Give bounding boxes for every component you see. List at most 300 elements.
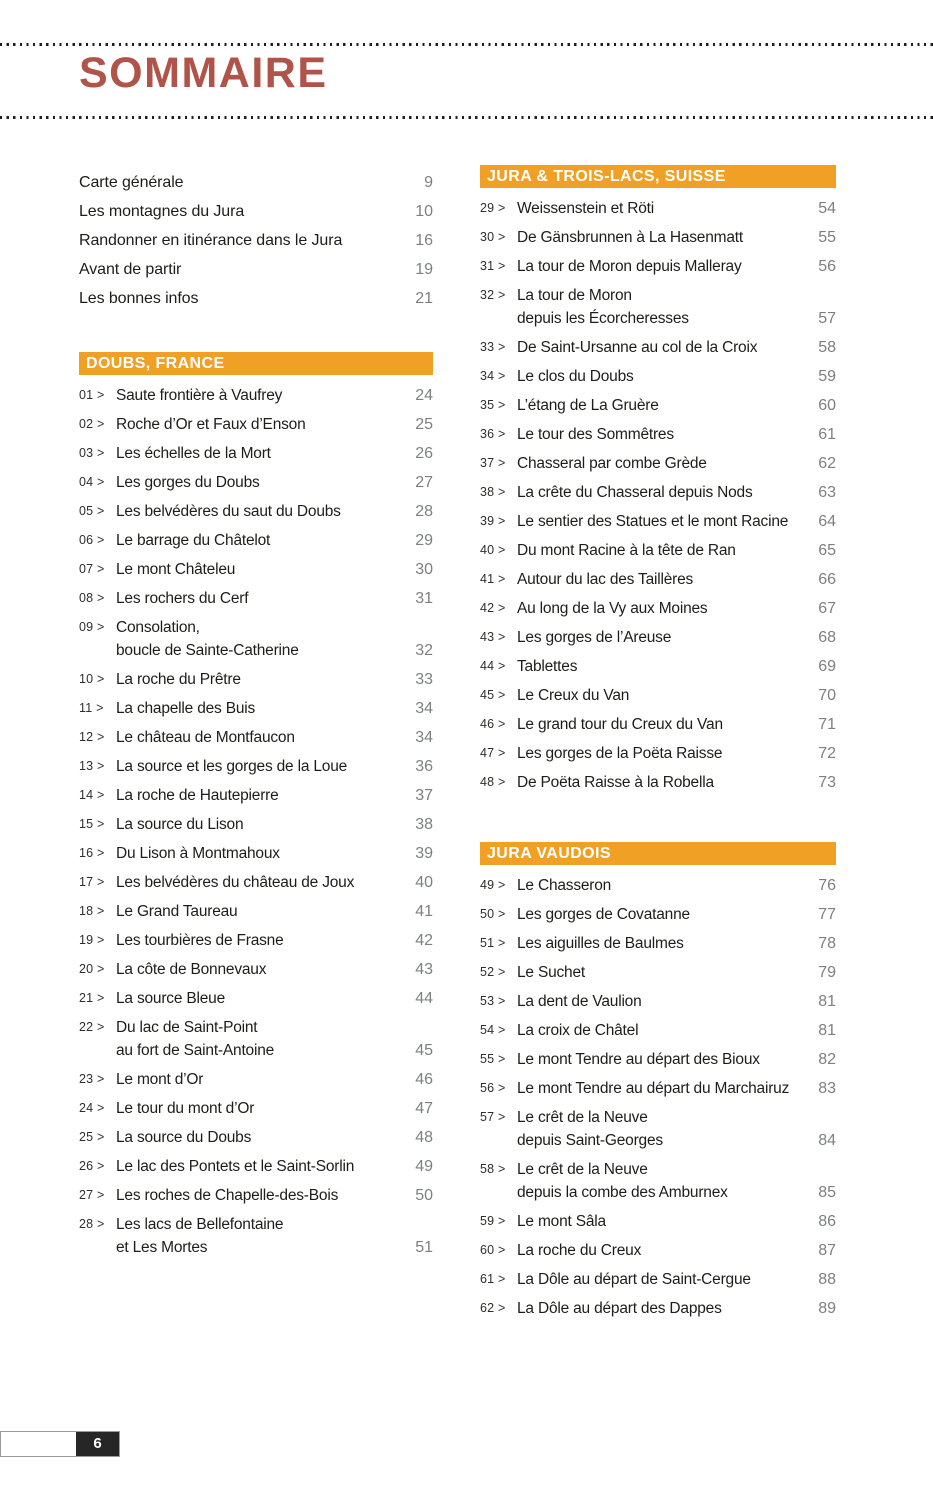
toc-item-label-line1: Les tourbières de Frasne (116, 932, 284, 949)
toc-item-number (480, 423, 517, 446)
toc-item (79, 442, 433, 465)
toc-item-label-line2: boucle de Sainte-Catherine (116, 642, 299, 659)
toc-item-page: 85 (818, 1184, 836, 1201)
toc-item-page: 50 (415, 1187, 433, 1204)
toc-item-page: 72 (818, 745, 836, 762)
page-number: 6 (93, 1435, 102, 1452)
toc-item-label-line1: La côte de Bonnevaux (116, 961, 267, 978)
toc-item-label (116, 958, 403, 981)
toc-item (480, 394, 836, 417)
toc-item-label (517, 990, 806, 1013)
toc-item-label-line1: Les gorges de l’Areuse (517, 629, 672, 646)
toc-item-number (79, 668, 116, 691)
toc-item (480, 961, 836, 984)
toc-item-label (517, 1077, 806, 1100)
toc-item-number (480, 932, 517, 955)
toc-item-page: 81 (818, 993, 836, 1010)
item-separator: > (498, 1052, 506, 1066)
toc-item-label-line1: Autour du lac des Taillères (517, 571, 694, 588)
toc-item-number-value: 29 (480, 201, 495, 215)
toc-item-label-line1: Les gorges de Covatanne (517, 906, 690, 923)
item-separator: > (97, 846, 105, 860)
toc-item-page: 41 (415, 903, 433, 920)
toc-item (79, 900, 433, 923)
toc-item-number-value: 37 (480, 456, 495, 470)
toc-item-number (79, 529, 116, 552)
toc-item-page: 32 (415, 642, 433, 659)
toc-item (480, 1077, 836, 1100)
toc-item (79, 1126, 433, 1149)
item-separator: > (498, 717, 506, 731)
toc-item-number-value: 61 (480, 1272, 495, 1286)
toc-item-page: 82 (818, 1051, 836, 1068)
toc-item-number (79, 1184, 116, 1207)
toc-item-label-line: Randonner en itinérance dans le Jura (79, 232, 343, 249)
toc-item (480, 510, 836, 533)
toc-item-label-line: Carte générale (79, 174, 184, 191)
toc-item-number-value: 45 (480, 688, 495, 702)
toc-item-number-value: 21 (79, 991, 94, 1005)
toc-item-label (517, 394, 806, 417)
toc-item (79, 413, 433, 436)
toc-item-label-line1: De Saint-Ursanne au col de la Croix (517, 339, 758, 356)
toc-item (79, 1016, 433, 1062)
toc-item-label (116, 755, 403, 778)
toc-item-label-line1: Du Lison à Montmahoux (116, 845, 280, 862)
toc-item-page: 33 (415, 671, 433, 688)
section-header: JURA & TROIS-LACS, SUISSE (480, 165, 836, 188)
item-separator: > (498, 688, 506, 702)
toc-item (480, 713, 836, 736)
toc-item-number-value: 27 (79, 1188, 94, 1202)
toc-item (480, 481, 836, 504)
toc-item-number-value: 40 (480, 543, 495, 557)
toc-item (79, 726, 433, 749)
toc-item-page: 45 (415, 1042, 433, 1059)
toc-item-page: 49 (415, 1158, 433, 1175)
toc-item-number-value: 10 (79, 672, 94, 686)
toc-item-page: 24 (415, 387, 433, 404)
toc-item-number (480, 1106, 517, 1152)
item-separator: > (97, 962, 105, 976)
toc-item-page: 81 (818, 1022, 836, 1039)
toc-item-number (79, 842, 116, 865)
section-header: JURA VAUDOIS (480, 842, 836, 865)
item-separator: > (97, 1072, 105, 1086)
toc-item-number-value: 43 (480, 630, 495, 644)
item-separator: > (97, 475, 105, 489)
toc-item (480, 255, 836, 278)
item-separator: > (97, 417, 105, 431)
toc-item (480, 226, 836, 249)
toc-item-label (517, 742, 806, 765)
toc-item-label-line1: Le crêt de la Neuve (517, 1161, 648, 1178)
toc-item-page: 69 (818, 658, 836, 675)
toc-item-number-value: 57 (480, 1110, 495, 1124)
toc-item-label-line1: Le Suchet (517, 964, 586, 981)
toc-item-label (79, 200, 403, 223)
toc-item-label (116, 842, 403, 865)
item-separator: > (97, 875, 105, 889)
toc-item-page: 59 (818, 368, 836, 385)
toc-item-label-line1: Le mont Tendre au départ des Bioux (517, 1051, 760, 1068)
toc-item (480, 1019, 836, 1042)
toc-item-label-line1: Le Grand Taureau (116, 903, 238, 920)
item-separator: > (498, 1023, 506, 1037)
toc-item-number-value: 36 (480, 427, 495, 441)
toc-item-number (480, 1268, 517, 1291)
toc-item-number (79, 616, 116, 662)
item-separator: > (498, 230, 506, 244)
toc-item-number-value: 11 (79, 701, 93, 715)
item-separator: > (498, 1081, 506, 1095)
toc-item-number-value: 51 (480, 936, 495, 950)
toc-item-number (79, 413, 116, 436)
footer-blank-box (1, 1432, 76, 1456)
toc-item-label (517, 423, 806, 446)
item-separator: > (97, 1188, 105, 1202)
toc-item-number-value: 56 (480, 1081, 495, 1095)
toc-item (79, 1097, 433, 1120)
toc-item (79, 958, 433, 981)
toc-item-number-value: 58 (480, 1162, 495, 1176)
toc-item-label-line1: Le Chasseron (517, 877, 612, 894)
toc-item-label-line1: La roche du Creux (517, 1242, 642, 1259)
toc-item-label (116, 529, 403, 552)
toc-item-label (517, 1106, 806, 1152)
toc-item-number-value: 52 (480, 965, 495, 979)
toc-item-label (517, 1048, 806, 1071)
toc-item (480, 1268, 836, 1291)
toc-item-page: 54 (818, 200, 836, 217)
toc-item-number-value: 01 (79, 388, 94, 402)
toc-item-label (517, 1239, 806, 1262)
toc-item-label-line1: Du lac de Saint-Point (116, 1019, 258, 1036)
toc-item-page: 38 (415, 816, 433, 833)
toc-item-page: 66 (818, 571, 836, 588)
toc-item-label-line1: La source Bleue (116, 990, 226, 1007)
toc-item-page: 86 (818, 1213, 836, 1230)
toc-item-page: 70 (818, 687, 836, 704)
item-separator: > (498, 1162, 506, 1176)
toc-item-label (517, 1019, 806, 1042)
toc-item (480, 365, 836, 388)
toc-item-label (116, 929, 403, 952)
toc-item-label (517, 1297, 806, 1320)
toc-item-number (480, 365, 517, 388)
toc-item-label (517, 284, 806, 330)
toc-item-number (480, 655, 517, 678)
toc-item-number-value: 26 (79, 1159, 94, 1173)
toc-item-label-line1: De Poëta Raisse à la Robella (517, 774, 714, 791)
toc-item-label-line1: Le tour des Sommêtres (517, 426, 674, 443)
toc-item-number (79, 958, 116, 981)
toc-item-page: 51 (415, 1239, 433, 1256)
toc-item-label-line1: Du mont Racine à la tête de Ran (517, 542, 736, 559)
toc-item (79, 1213, 433, 1259)
toc-item-page: 62 (818, 455, 836, 472)
toc-item-number-value: 34 (480, 369, 495, 383)
toc-item-label (116, 1126, 403, 1149)
toc-item-label-line1: Chasseral par combe Grède (517, 455, 707, 472)
toc-intro-item (79, 229, 433, 252)
toc-item-label-line1: Le mont Châteleu (116, 561, 236, 578)
item-separator: > (498, 878, 506, 892)
toc-item-page: 73 (818, 774, 836, 791)
item-separator: > (498, 1301, 506, 1315)
toc-item (79, 813, 433, 836)
item-separator: > (97, 904, 105, 918)
toc-item-number (480, 226, 517, 249)
toc-item (79, 471, 433, 494)
toc-item-page: 34 (415, 700, 433, 717)
item-separator: > (498, 543, 506, 557)
toc-item-label (517, 1158, 806, 1204)
item-separator: > (97, 591, 105, 605)
toc-item-number-value: 14 (79, 788, 94, 802)
toc-item (79, 558, 433, 581)
toc-item-page: 77 (818, 906, 836, 923)
toc-item-page: 88 (818, 1271, 836, 1288)
item-separator: > (498, 427, 506, 441)
item-separator: > (498, 288, 506, 302)
toc-item-number-value: 59 (480, 1214, 495, 1228)
item-separator: > (97, 620, 105, 634)
toc-item-page: 9 (424, 174, 433, 191)
toc-item-page: 57 (818, 310, 836, 327)
toc-item-number (480, 1019, 517, 1042)
toc-item-label-line1: Le lac des Pontets et le Saint-Sorlin (116, 1158, 355, 1175)
toc-item-number-value: 30 (480, 230, 495, 244)
toc-item-label-line1: La roche du Prêtre (116, 671, 241, 688)
toc-item-label (517, 365, 806, 388)
toc-item-page: 40 (415, 874, 433, 891)
toc-item-label-line1: Consolation, (116, 619, 200, 636)
toc-item-number (480, 197, 517, 220)
toc-item-number-value: 50 (480, 907, 495, 921)
toc-item-label (517, 452, 806, 475)
toc-item-number (480, 771, 517, 794)
toc-item-number (480, 255, 517, 278)
toc-item-label (517, 539, 806, 562)
toc-item-page: 76 (818, 877, 836, 894)
toc-item-label (116, 1068, 403, 1091)
item-separator: > (498, 485, 506, 499)
item-separator: > (97, 1217, 105, 1231)
toc-item-number (79, 500, 116, 523)
item-separator: > (498, 659, 506, 673)
toc-item-number-value: 17 (79, 875, 94, 889)
item-separator: > (498, 1110, 506, 1124)
toc-item-number-value: 25 (79, 1130, 94, 1144)
toc-item-label (517, 568, 806, 591)
toc-item-page: 56 (818, 258, 836, 275)
toc-item-page: 25 (415, 416, 433, 433)
toc-item-number-value: 03 (79, 446, 94, 460)
toc-intro-item (79, 200, 433, 223)
item-separator: > (97, 817, 105, 831)
toc-item-number-value: 20 (79, 962, 94, 976)
page-footer (0, 1431, 120, 1457)
toc-item-number (79, 871, 116, 894)
item-separator: > (498, 1214, 506, 1228)
toc-item-label-line: Avant de partir (79, 261, 182, 278)
right-sections (480, 165, 836, 1320)
toc-item-number (480, 597, 517, 620)
toc-item (79, 755, 433, 778)
toc-item-number (480, 961, 517, 984)
item-separator: > (498, 572, 506, 586)
toc-item-label (517, 197, 806, 220)
toc-item-label-line2: et Les Mortes (116, 1239, 208, 1256)
toc-item-label (517, 510, 806, 533)
toc-item-label-line1: La tour de Moron (517, 287, 632, 304)
toc-item-number-value: 16 (79, 846, 94, 860)
item-separator: > (498, 630, 506, 644)
section-header: DOUBS, FRANCE (79, 352, 433, 375)
toc-item (480, 452, 836, 475)
toc-item-page: 61 (818, 426, 836, 443)
toc-item-number-value: 12 (79, 730, 94, 744)
toc-item-label (116, 1213, 403, 1259)
toc-item-label (116, 726, 403, 749)
toc-item-label (517, 226, 806, 249)
toc-item-number (79, 755, 116, 778)
toc-item-page: 47 (415, 1100, 433, 1117)
toc-item (480, 1158, 836, 1204)
toc-item-number (79, 471, 116, 494)
toc-item-number (480, 874, 517, 897)
toc-item-label (116, 558, 403, 581)
toc-item-label-line: Les montagnes du Jura (79, 203, 245, 220)
toc-item-page: 34 (415, 729, 433, 746)
toc-item-number-value: 19 (79, 933, 94, 947)
toc-item-label (116, 413, 403, 436)
toc-item-label (116, 1184, 403, 1207)
toc-item (79, 500, 433, 523)
item-separator: > (97, 388, 105, 402)
toc-item-page: 43 (415, 961, 433, 978)
toc-item (480, 1210, 836, 1233)
toc-item-number (79, 726, 116, 749)
toc-item (480, 336, 836, 359)
toc-item-number-value: 04 (79, 475, 94, 489)
toc-item-number-value: 22 (79, 1020, 94, 1034)
toc-item (480, 626, 836, 649)
item-separator: > (498, 398, 506, 412)
toc-item-number-value: 47 (480, 746, 495, 760)
toc-item (480, 539, 836, 562)
toc-item-number-value: 06 (79, 533, 94, 547)
toc-item-number (79, 1155, 116, 1178)
toc-item-page: 29 (415, 532, 433, 549)
toc-item (79, 871, 433, 894)
toc-item-page: 44 (415, 990, 433, 1007)
toc-item-number-value: 15 (79, 817, 94, 831)
toc-item-label-line1: La source et les gorges de la Loue (116, 758, 348, 775)
toc-item-label-line1: La Dôle au départ de Saint-Cergue (517, 1271, 751, 1288)
toc-item-number (79, 813, 116, 836)
toc-item-label-line1: Les belvédères du château de Joux (116, 874, 355, 891)
toc-item-label (116, 697, 403, 720)
toc-item-page: 31 (415, 590, 433, 607)
item-separator: > (498, 936, 506, 950)
toc-item-number (480, 1077, 517, 1100)
toc-item-label-line1: Le château de Montfaucon (116, 729, 295, 746)
toc-item (480, 874, 836, 897)
toc-item-label-line1: Le mont d’Or (116, 1071, 204, 1088)
toc-item-number-value: 23 (79, 1072, 94, 1086)
toc-item-label-line1: De Gänsbrunnen à La Hasenmatt (517, 229, 743, 246)
toc-item-number (480, 336, 517, 359)
toc-item-number (480, 903, 517, 926)
toc-item-label (517, 336, 806, 359)
item-separator: > (498, 907, 506, 921)
toc-column-right (480, 165, 836, 1326)
toc-item-label (116, 900, 403, 923)
item-separator: > (498, 601, 506, 615)
toc-item (480, 568, 836, 591)
toc-item-label-line1: Les échelles de la Mort (116, 445, 271, 462)
item-separator: > (498, 994, 506, 1008)
toc-item-number-value: 08 (79, 591, 94, 605)
page-number-box (76, 1432, 119, 1456)
toc-item (79, 1155, 433, 1178)
toc-item-label (116, 1155, 403, 1178)
toc-item-number (480, 1210, 517, 1233)
toc-item (480, 655, 836, 678)
toc-item-label (116, 813, 403, 836)
toc-section (480, 842, 836, 1320)
toc-item-page: 28 (415, 503, 433, 520)
toc-item-label (517, 903, 806, 926)
item-separator: > (498, 369, 506, 383)
toc-item-label (517, 684, 806, 707)
toc-item-number (79, 587, 116, 610)
toc-item-label-line1: La crête du Chasseral depuis Nods (517, 484, 753, 501)
item-separator: > (96, 701, 104, 715)
toc-item-number (480, 1239, 517, 1262)
toc-item-label-line1: Le Creux du Van (517, 687, 630, 704)
toc-item-number-value: 38 (480, 485, 495, 499)
toc-item-label (517, 932, 806, 955)
toc-item-label-line1: Les roches de Chapelle-des-Bois (116, 1187, 339, 1204)
toc-item-number (480, 1297, 517, 1320)
toc-item-label-line2: depuis les Écorcheresses (517, 310, 689, 327)
item-separator: > (97, 1130, 105, 1144)
toc-item-number (480, 510, 517, 533)
toc-item (79, 987, 433, 1010)
toc-item-number-value: 48 (480, 775, 495, 789)
toc-item-label (116, 384, 403, 407)
toc-item-label-line1: Tablettes (517, 658, 578, 675)
toc-item (79, 587, 433, 610)
toc-item-label (517, 713, 806, 736)
toc-item-page: 16 (415, 232, 433, 249)
toc-item-number-value: 13 (79, 759, 94, 773)
toc-item-number-value: 07 (79, 562, 94, 576)
left-sections (79, 352, 433, 1259)
toc-item-number-value: 62 (480, 1301, 495, 1315)
toc-item-label (116, 442, 403, 465)
toc-item-number (480, 684, 517, 707)
toc-item-page: 26 (415, 445, 433, 462)
toc-item-label-line1: La croix de Châtel (517, 1022, 639, 1039)
toc-item-number (79, 1068, 116, 1091)
toc-item (79, 697, 433, 720)
toc-item-number-value: 55 (480, 1052, 495, 1066)
toc-item-label (116, 871, 403, 894)
